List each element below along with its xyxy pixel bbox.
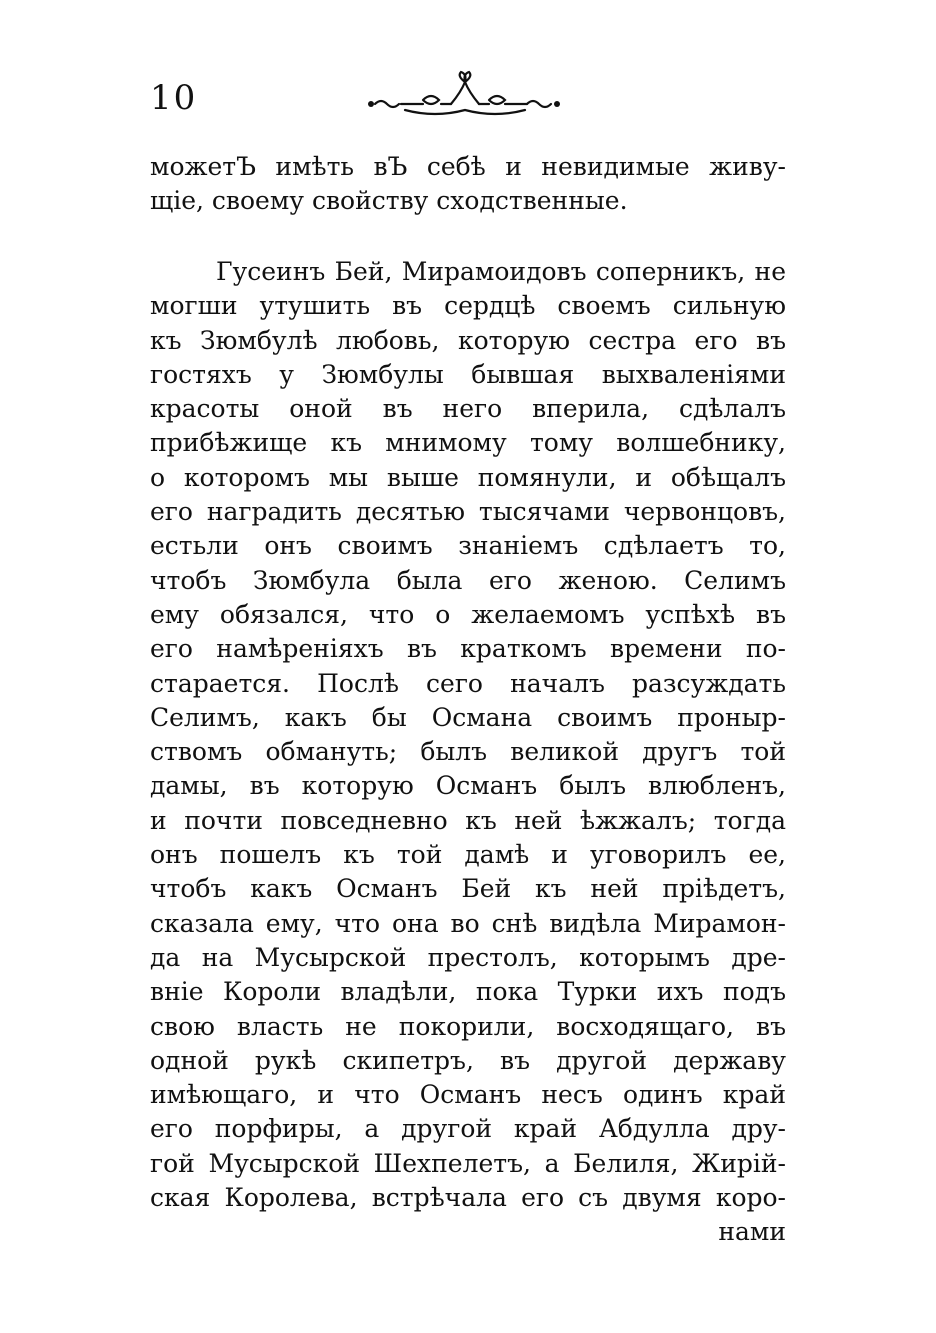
text-line: его наградить десятью тысячами червонцовъ, (150, 497, 786, 527)
text-line: о которомъ мы выше помянули, и обѣщалъ (150, 462, 786, 492)
text-line: старается. Послѣ сего началъ разсуждать (150, 668, 786, 698)
text-line: свою власть не покорили, восходящаго, въ (150, 1011, 786, 1041)
text-line: вніе Короли владѣли, пока Турки ихъ подъ (150, 977, 786, 1007)
text-line: сказала ему, что она во снѣ видѣла Мирамон- (150, 908, 786, 938)
text-line: Селимъ, какъ бы Османа своимъ проныр- (150, 702, 786, 732)
text-line: щіе, своему свойству сходственные. (150, 186, 628, 216)
paragraph-main (150, 255, 786, 1250)
page-number: 10 (150, 78, 198, 118)
floral-head-ornament-icon (365, 70, 565, 126)
text-line: чтобъ Зюмбула была его женою. Селимъ (150, 565, 786, 595)
text-line: гой Мусырской Шехпелетъ, а Белиля, Жирій- (150, 1148, 786, 1178)
text-line: къ Зюмбулѣ любовь, которую сестра его въ (150, 325, 786, 355)
text-line: его порфиры, а другой край Абдулла дру- (150, 1114, 786, 1144)
text-line: имѣющаго, и что Османъ несъ одинъ край (150, 1080, 786, 1110)
text-line: ствомъ обмануть; былъ великой другъ той (150, 737, 786, 767)
text-line: могши утушить въ сердцѣ своемъ сильную (150, 291, 786, 321)
text-line: да на Мусырской престолъ, которымъ дре- (150, 942, 786, 972)
text-line: чтобъ какъ Османъ Бей къ ней пріѣдетъ, (150, 874, 786, 904)
paragraph-continuation (150, 150, 786, 219)
text-line: естьли онъ своимъ знаніемъ сдѣлаетъ то, (150, 531, 786, 561)
text-line: ему обязался, что о желаемомъ успѣхѣ въ (150, 599, 786, 629)
text-line: можетЪ имѣть вЪ себѣ и невидимые живу- (150, 152, 786, 181)
text-line: красоты оной въ него вперила, сдѣлалъ (150, 394, 786, 424)
text-line: дамы, въ которую Османъ былъ влюбленъ, (150, 771, 786, 801)
text-line: его намѣреніяхъ въ краткомъ времени по- (150, 634, 786, 664)
catchword: нами (718, 1217, 786, 1247)
text-line: ская Королева, встрѣчала его съ двумя коро- (150, 1183, 786, 1213)
text-line: и почти повседневно къ ней ѣжжалъ; тогда (150, 805, 786, 835)
text-line: гостяхъ у Зюмбулы бывшая выхваленіями (150, 359, 786, 389)
text-line: Гусеинъ Бей, Мирамоидовъ соперникъ, не (216, 257, 786, 286)
text-line: онъ пошелъ къ той дамѣ и уговорилъ ее, (150, 840, 786, 870)
text-line: прибѣжище къ мнимому тому волшебнику, (150, 428, 786, 458)
text-line: одной рукѣ скипетръ, въ другой державу (150, 1045, 786, 1075)
